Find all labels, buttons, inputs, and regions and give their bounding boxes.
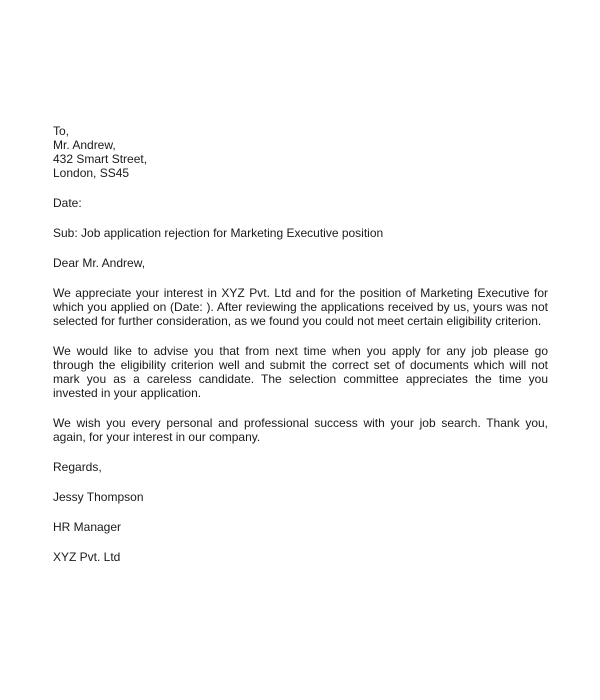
closing-line <box>53 460 548 474</box>
recipient-street: 432 Smart Street, <box>53 152 148 166</box>
closing-text: Regards, <box>53 460 102 474</box>
recipient-name: Mr. Andrew, <box>53 138 116 152</box>
recipient-city: London, SS45 <box>53 166 130 180</box>
greeting-text: Dear Mr. Andrew, <box>53 256 146 270</box>
letter-body <box>53 124 548 564</box>
signature-title-line <box>53 520 548 534</box>
paragraph-3: We wish you every personal and professional success with your job search. Thank you, again, for your interest in our company. <box>53 416 548 444</box>
signature-name: Jessy Thompson <box>53 490 144 504</box>
to-label: To, <box>53 124 70 138</box>
recipient-address <box>53 124 548 180</box>
signature-name-line <box>53 490 548 504</box>
greeting-line <box>53 256 548 270</box>
subject-text: Sub: Job application rejection for Marketing Executive position <box>53 226 384 240</box>
signature-title: HR Manager <box>53 520 122 534</box>
signature-company: XYZ Pvt. Ltd <box>53 550 121 564</box>
paragraph-2: We would like to advise you that from next time when you apply for any job please go through the eligibility criterion well and submit the correct set of documents which will not mark you as a careless candidate. The selection committee appreciates the time you invested in your application. <box>53 344 548 400</box>
paragraph-1: We appreciate your interest in XYZ Pvt. Ltd and for the position of Marketing Executive for which you applied on (Date: ). After reviewing the applications received by us, yours was not selected for further consideration, as we found you could not meet certain eligibility criterion. <box>53 286 548 328</box>
signature-company-line <box>53 550 548 564</box>
date-label: Date: <box>53 196 82 210</box>
subject-line <box>53 226 548 240</box>
date-line <box>53 196 548 210</box>
